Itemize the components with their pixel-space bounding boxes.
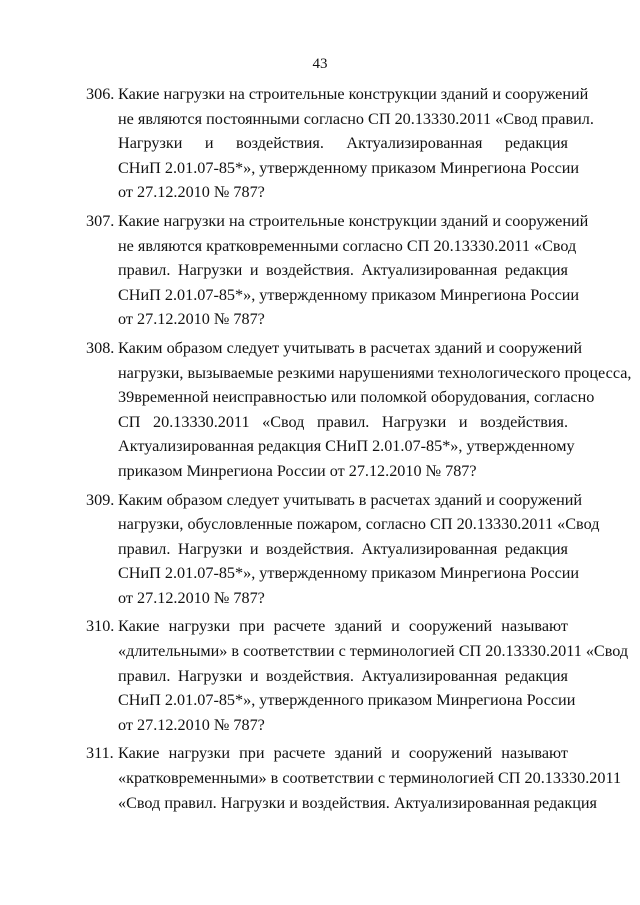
question-line: СП 20.13330.2011 «Свод правил. Нагрузки и воздействия. xyxy=(118,412,568,431)
question-line: нагрузки, обусловленные пожаром, согласно СП 20.13330.2011 «Свод xyxy=(118,515,600,534)
question-number: 310. xyxy=(86,617,115,636)
question-line: СНиП 2.01.07-85*», утвержденному приказом Минрегиона России xyxy=(118,564,580,583)
question-number: 306. xyxy=(86,85,115,103)
question-line: «длительными» в соответствии с терминологией СП 20.13330.2011 «Свод xyxy=(118,642,629,661)
question-line: Каким образом следует учитывать в расчетах зданий и сооружений xyxy=(118,338,583,357)
question-item xyxy=(86,488,600,611)
question-line: от 27.12.2010 № 787? xyxy=(118,715,265,734)
question-item xyxy=(86,614,629,737)
question-line: Актуализированная редакция СНиП 2.01.07-85*», утвержденному xyxy=(118,437,575,456)
question-line: от 27.12.2010 № 787? xyxy=(118,310,265,329)
question-number: 307. xyxy=(86,211,115,230)
question-line: СНиП 2.01.07-85*», утвержденному приказом Минрегиона России xyxy=(118,285,580,304)
question-number: 311. xyxy=(86,744,114,763)
question-number: 309. xyxy=(86,490,115,509)
question-line: «Свод правил. Нагрузки и воздействия. Актуализированная редакция xyxy=(118,793,597,812)
page-number: 43 xyxy=(312,56,328,72)
question-item xyxy=(86,82,594,205)
question-line: СНиП 2.01.07-85*», утвержденного приказом Минрегиона России xyxy=(118,691,576,710)
question-line: не являются кратковременными согласно СП 20.13330.2011 «Свод xyxy=(118,236,577,255)
question-line: Какие нагрузки на строительные конструкции зданий и сооружений xyxy=(118,85,589,103)
question-item xyxy=(86,741,622,815)
question-line: Каким образом следует учитывать в расчетах зданий и сооружений xyxy=(118,490,583,509)
question-line: Какие нагрузки при расчете зданий и сооружений называют xyxy=(118,617,568,636)
question-line: 39временной неисправностью или поломкой оборудования, согласно xyxy=(118,388,595,407)
question-item xyxy=(86,209,589,332)
question-line: нагрузки, вызываемые резкими нарушениями технологического процесса, xyxy=(118,363,632,382)
question-line: СНиП 2.01.07-85*», утвержденному приказом Минрегиона России xyxy=(118,158,580,177)
question-line: «кратковременными» в соответствии с терминологией СП 20.13330.2011 xyxy=(118,769,622,788)
question-line: не являются постоянными согласно СП 20.13330.2011 «Свод правил. xyxy=(118,109,594,128)
question-item xyxy=(86,336,632,484)
question-line: от 27.12.2010 № 787? xyxy=(118,588,265,607)
question-line: правил. Нагрузки и воздействия. Актуализированная редакция xyxy=(118,539,568,558)
question-list xyxy=(86,82,632,819)
question-line: Какие нагрузки при расчете зданий и сооружений называют xyxy=(118,744,568,763)
question-line: Нагрузки и воздействия. Актуализированная редакция xyxy=(118,134,568,153)
question-line: приказом Минрегиона России от 27.12.2010 № 787? xyxy=(118,461,477,480)
question-line: правил. Нагрузки и воздействия. Актуализированная редакция xyxy=(118,261,568,280)
question-line: Какие нагрузки на строительные конструкции зданий и сооружений xyxy=(118,211,589,230)
question-line: правил. Нагрузки и воздействия. Актуализированная редакция xyxy=(118,666,568,685)
question-number: 308. xyxy=(86,338,115,357)
question-line: от 27.12.2010 № 787? xyxy=(118,183,265,202)
